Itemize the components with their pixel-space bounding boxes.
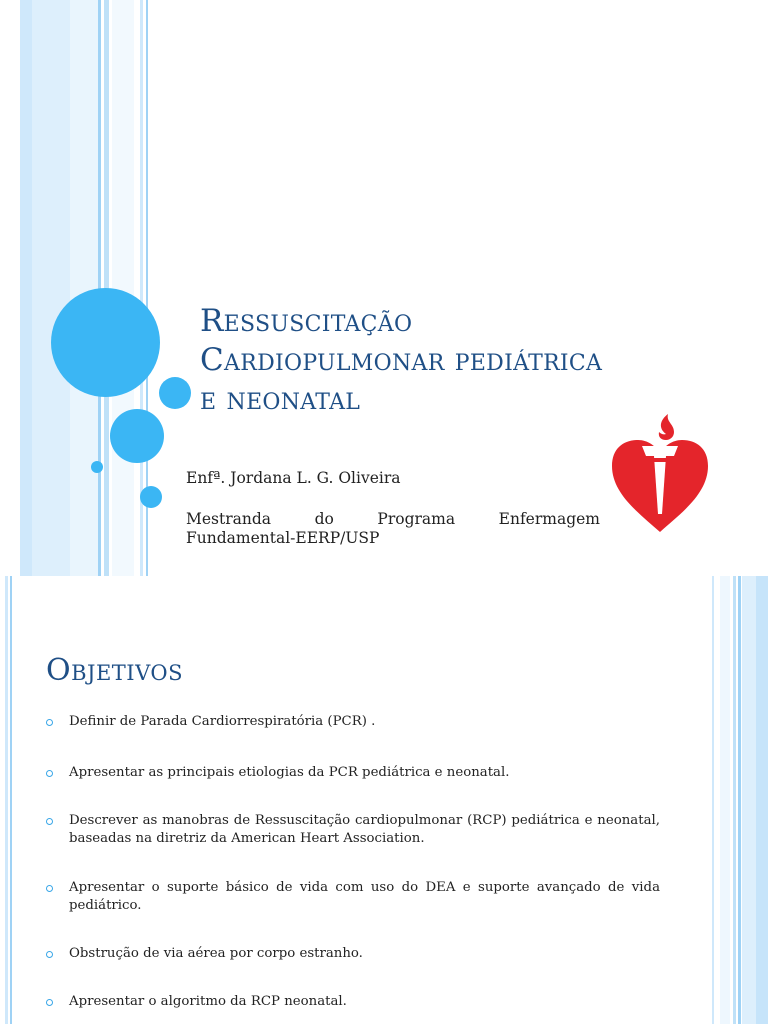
- author-affiliation: [186, 510, 600, 548]
- objectives-heading: Objetivos: [46, 653, 183, 688]
- affiliation-line: Fundamental-EERP/USP: [186, 529, 380, 547]
- decorative-circle: [91, 461, 103, 473]
- decorative-stripe: [712, 576, 714, 1024]
- decorative-stripe: [720, 576, 730, 1024]
- list-item: [46, 764, 660, 782]
- list-item-text: Apresentar o suporte básico de vida com uso do DEA e suporte avançado de vida pediátrico.: [69, 880, 660, 913]
- list-item: [46, 713, 660, 731]
- bullet-icon: [46, 885, 53, 892]
- slide-title: [200, 302, 720, 419]
- bullet-icon: [46, 951, 53, 958]
- author-name: Enfª. Jordana L. G. Oliveira: [186, 469, 401, 487]
- list-item: [46, 812, 660, 848]
- bullet-icon: [46, 770, 53, 777]
- decorative-circle: [110, 409, 164, 463]
- list-item: [46, 993, 660, 1011]
- decorative-circle: [51, 288, 160, 397]
- decorative-stripe: [20, 0, 32, 576]
- list-item-text: Definir de Parada Cardiorrespiratória (PCR) .: [69, 714, 376, 729]
- decorative-circle: [159, 377, 191, 409]
- list-item: [46, 945, 660, 963]
- decorative-stripe: [70, 0, 98, 576]
- decorative-stripe: [5, 576, 8, 1024]
- list-item-text: Apresentar o algoritmo da RCP neonatal.: [69, 994, 347, 1009]
- decorative-stripe: [756, 576, 768, 1024]
- list-item-text: Obstrução de via aérea por corpo estranho.: [69, 946, 363, 961]
- decorative-stripe: [10, 576, 12, 1024]
- decorative-stripe: [738, 576, 741, 1024]
- decorative-stripe: [742, 576, 756, 1024]
- bullet-icon: [46, 719, 53, 726]
- bullet-icon: [46, 818, 53, 825]
- list-item-text: Apresentar as principais etiologias da PCR pediátrica e neonatal.: [69, 765, 510, 780]
- affiliation-line: Mestranda do Programa Enfermagem: [186, 510, 600, 528]
- decorative-stripe: [733, 576, 736, 1024]
- decorative-circle: [140, 486, 162, 508]
- title-line: e neonatal: [200, 381, 361, 417]
- list-item: [46, 879, 660, 915]
- bullet-icon: [46, 999, 53, 1006]
- title-line: Cardiopulmonar pediátrica: [200, 342, 603, 378]
- heart-torch-logo-icon: [600, 404, 720, 540]
- decorative-stripe: [32, 0, 70, 576]
- title-line: Ressuscitação: [200, 303, 413, 339]
- list-item-text: Descrever as manobras de Ressuscitação cardiopulmonar (RCP) pediátrica e neonatal, baseadas na diretriz da American Heart Association.: [69, 813, 660, 846]
